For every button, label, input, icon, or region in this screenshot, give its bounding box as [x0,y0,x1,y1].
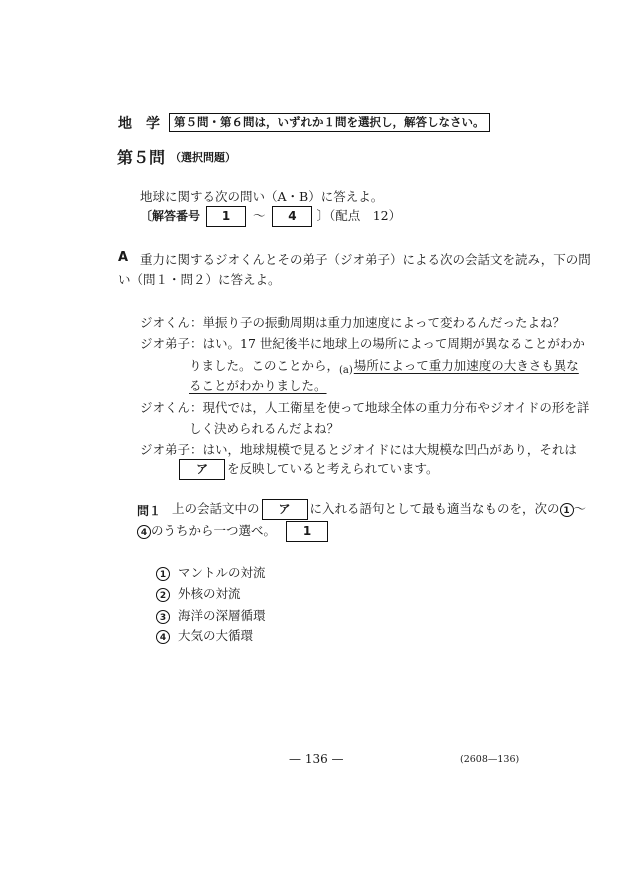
dialogue-text: はい，地球規模で見るとジオイドには大規模な凹凸があり，それは [202,442,577,457]
dialogue-text: 単振り子の振動周期は重力加速度によって変わるんだったよね？ [202,315,566,330]
underlined-text: ることがわかりました。 [189,378,327,393]
points-label: 〕（配点 12） [316,208,402,223]
circled-number-icon: 4 [156,630,170,644]
circled-number-icon: 4 [137,525,151,539]
answer-tilde: ～ [252,208,266,223]
option-2 [156,584,241,602]
section-a-line2: い（問１・問２）に答えよ。 [118,272,281,287]
page-code: (2608—136) [460,754,520,765]
dialogue-text: はい。17 世紀後半に地球上の場所によって周期が異なることがわか [202,336,585,351]
option-text: 海洋の深層循環 [178,608,266,623]
q1-line2 [137,521,328,542]
q1-blank-box: ア [262,499,308,520]
question-title: 第５問 [117,148,166,167]
answer-label: 〔解答番号 [140,209,201,223]
dialogue-line-3 [189,356,579,374]
option-1 [156,563,266,581]
dialogue-line-7 [140,440,577,458]
option-text: 大気の大循環 [178,628,254,643]
speaker-giodeshi: ジオ弟子： [140,442,203,457]
circled-number-icon: 1 [560,503,574,517]
speaker-giokun: ジオくん： [140,315,203,330]
q1-line1 [172,499,586,520]
dialogue-text: 現代では，人工衛星を使って地球全体の重力分布やジオイドの形を詳 [202,400,590,415]
answer-first-box: 1 [206,206,246,227]
question-intro: 地球に関する次の問い（A・B）に答えよ。 [140,189,384,204]
option-text: マントルの対流 [178,565,266,580]
dialogue-line-4 [189,376,327,394]
option-text: 外核の対流 [178,586,241,601]
answer-range [140,206,401,227]
dialogue-line-8 [179,459,439,480]
q1-answer-box: 1 [286,521,328,542]
blank-box-a: ア [179,459,225,480]
circled-number-icon: 2 [156,588,170,602]
option-4 [156,626,253,644]
circled-number-icon: 1 [156,567,170,581]
subject-label: 地 学 [118,116,160,132]
selection-note: （選択問題） [170,151,236,164]
dialogue-line-5 [140,398,589,416]
circled-number-icon: 3 [156,610,170,624]
q1-text: 上の会話文中の [172,501,260,516]
underline-marker-a: (a) [339,365,353,376]
q1-label: 問１ [137,504,162,518]
dialogue-line-1 [140,313,565,331]
q1-tilde: ～ [573,501,587,516]
answer-last-box: 4 [272,206,312,227]
page-number: — 136 — [289,752,344,766]
dialogue-line-6 [189,419,339,437]
option-3 [156,606,266,624]
section-a-label: A [118,250,129,265]
underlined-text: 場所によって重力加速度の大きさも異な [353,358,579,373]
dialogue-line-2 [140,334,585,352]
section-a-line1: 重力に関するジオくんとその弟子（ジオ弟子）による次の会話文を読み，下の問 [140,252,591,267]
dialogue-text: しく決められるんだよね？ [189,421,340,436]
dialogue-text: りました。このことから， [189,358,340,373]
speaker-giodeshi: ジオ弟子： [140,336,203,351]
q1-text: に入れる語句として最も適当なものを，次の [309,501,560,516]
q1-text: のうちから一つ選べ。 [151,523,277,538]
speaker-giokun: ジオくん： [140,400,203,415]
dialogue-text: を反映していると考えられています。 [227,461,439,476]
instruction-box: 第５問・第６問は，いずれか１問を選択し，解答しなさい。 [169,113,490,132]
